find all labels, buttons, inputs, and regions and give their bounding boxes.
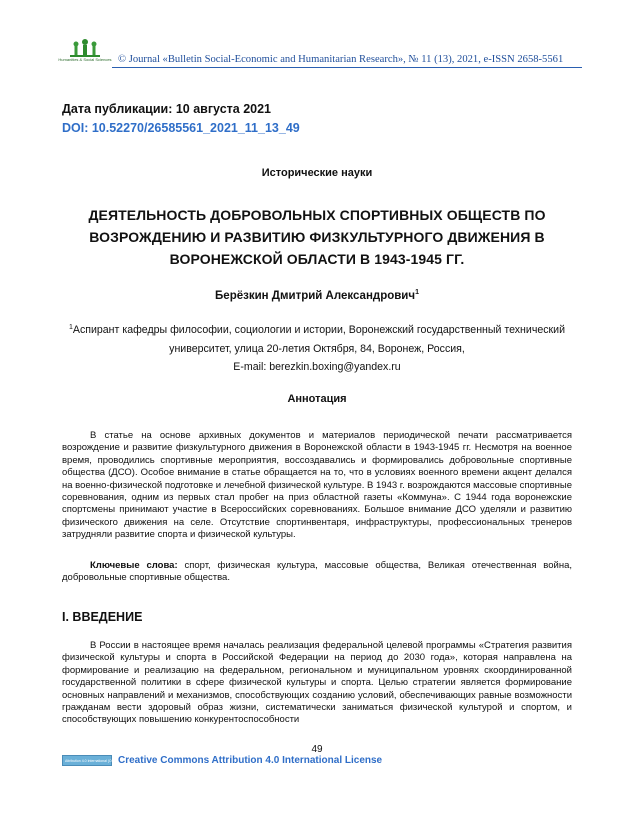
abstract-body: В статье на основе архивных документов и материалов периодической печати рассматривается возрождение и развитие физкультурного движения в Воронежской области в 1943-1945 гг. Несмотря на военное время, проводились спортивные мероприятия, воссоздавались и формировались добровольные спортивные общества (ДСО). Особое внимание в статье обращается на то, что в условиях военного времени акцент делался на военно-физической подготовке и лечебной физической культуре. В 1943 г. возрождаются массовые спортивные соревнования, одним из первых стал пробег на приз областной газеты «Коммуна». С 1944 года воронежские спортсмены принимают участие в Всероссийских соревнованиях. Большое внимание ДСО уделяли и развитию физического движения на селе. Отсутствие спортинвентаря, инфраструктуры, профессиональных тренеров затрудняли развитие спорта и физической культуры. <box>62 430 572 541</box>
abstract-heading: Аннотация <box>287 393 347 405</box>
article-title: ДЕЯТЕЛЬНОСТЬ ДОБРОВОЛЬНЫХ СПОРТИВНЫХ ОБЩЕСТВ ПО ВОЗРОЖДЕНИЮ И РАЗВИТИЮ ФИЗКУЛЬТУРНОГО ДВИЖЕНИЯ В ВОРОНЕЖСКОЙ ОБЛАСТИ В 1943-1945 ГГ. <box>88 207 546 267</box>
journal-citation: © Journal «Bulletin Social-Economic and Humanitarian Research», № 11 (13), 2021, e-ISSN 2658-5561 <box>118 54 564 65</box>
journal-logo-icon <box>62 38 108 58</box>
intro-heading: I. ВВЕДЕНИЕ <box>62 610 143 624</box>
journal-logo <box>62 38 108 70</box>
keywords-text: спорт, физическая культура, массовые общества, Великая отечественная война, добровольные спортивные общества. <box>62 560 573 584</box>
author <box>0 289 634 302</box>
publication-date: Дата публикации: 10 августа 2021 <box>62 102 272 116</box>
affiliation-text: Аспирант кафедры философии, социологии и истории, Воронежский государственный технический университет, улица 20-летия Октября, 84, Воронеж, Россия, <box>72 324 566 355</box>
intro-body: В России в настоящее время началась реализация федеральной целевой программы «Стратегия развития физической культуры и спорта в Российской Федерации на период до 2030 года», которая направлена на формирование и реализацию на федеральном, региональном и муниципальном уровнях скоординированной государственной политики в сфере физической культуры и спорта. Целью стратегии является формирование основных направлений и механизмов, способствующих созданию условий, обеспечивающих равные возможности гражданам вести здоровый образ жизни, систематически заниматься физической культурой и спортом, и способствующих повышению конкурентоспособности <box>62 640 572 726</box>
doi-link[interactable]: DOI: 10.52270/26585561_2021_11_13_49 <box>62 121 300 135</box>
logo-caption: Humanities & Social Sciences <box>58 57 112 62</box>
author-name: Берёзкин Дмитрий Александрович <box>215 290 416 302</box>
author-email[interactable]: E-mail: berezkin.boxing@yandex.ru <box>233 361 401 373</box>
cc-license-badge[interactable] <box>62 755 127 766</box>
header-divider <box>112 67 582 68</box>
keywords-label: Ключевые слова: <box>90 560 178 571</box>
license-link[interactable]: Creative Commons Attribution 4.0 International License <box>118 755 383 766</box>
cc-badge-text: Attribution 4.0 International (CC BY 4.0) <box>65 759 127 763</box>
author-mark: 1 <box>415 289 419 296</box>
affiliation <box>62 319 572 377</box>
section-label-text: Исторические науки <box>261 167 373 179</box>
section-label <box>0 167 634 179</box>
keywords <box>62 560 572 585</box>
page-number: 49 <box>311 744 323 755</box>
affiliation-mark: 1 <box>68 324 73 331</box>
